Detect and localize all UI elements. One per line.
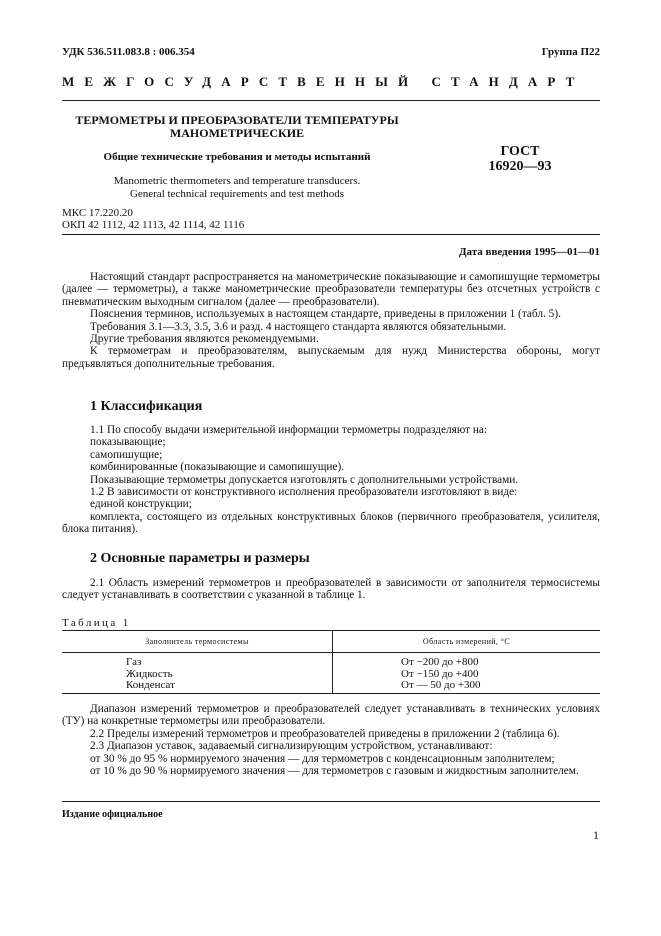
intro-paragraph: Другие требования являются рекомендуемыми. — [90, 333, 319, 346]
table-cell-range: От — 50 до +300 — [333, 680, 601, 693]
introduction-date: Дата введения 1995—01—01 — [458, 246, 600, 258]
section-2-paragraph: от 10 % до 90 % нормируемого значения — для термометров с газовым и жидкостным заполнителем. — [90, 765, 579, 778]
standard-subtitle: Общие технические требования и методы испытаний — [103, 151, 371, 163]
header-rule — [62, 100, 600, 101]
section-2-paragraph: 2.2 Пределы измерений термометров и преобразователей приведены в приложении 2 (таблица 6). — [90, 727, 560, 740]
intro-paragraph: Требования 3.1—3.3, 3.5, 3.6 и разд. 4 настоящего стандарта являются обязательными. — [90, 320, 507, 333]
section-1-line: единой конструкции; — [90, 498, 192, 511]
group-code: Группа П22 — [541, 46, 600, 58]
intro-text — [62, 271, 600, 370]
section-1-line: комбинированные (показывающие и самопишущие). — [90, 461, 345, 474]
table-header-filler: Заполнитель термосистемы — [62, 631, 333, 653]
page-number: 1 — [593, 828, 599, 842]
official-edition-label: Издание официальное — [62, 809, 163, 820]
section-1-line: комплекта, состоящего из отдельных конструктивных блоков (первичного преобразователя, усилителя, блока питания). — [62, 510, 600, 536]
gost-designation — [450, 144, 590, 174]
table-row — [62, 680, 600, 693]
title-rule — [62, 234, 600, 235]
gost-label: ГОСТ — [500, 144, 540, 159]
table-cell-range: От −200 до +800 — [333, 653, 601, 669]
table-cell-range: От −150 до +400 — [333, 669, 601, 681]
table-1-caption: Таблица 1 — [62, 617, 131, 629]
footer-rule — [62, 801, 600, 802]
title-line-1: ТЕРМОМЕТРЫ И ПРЕОБРАЗОВАТЕЛИ ТЕМПЕРАТУРЫ — [75, 113, 399, 127]
standard-title — [62, 114, 412, 139]
english-title-line-2: General technical requirements and test methods — [129, 187, 345, 200]
section-2-paragraph: от 30 % до 95 % нормируемого значения — для термометров с конденсационным заполнителем; — [90, 752, 555, 765]
intro-paragraph: Настоящий стандарт распространяется на манометрические показывающие и самопишущие термометры (далее — термометры), а также манометрические преобразователи температуры без отсчетных устройств с пневматическим выходным сигналом (далее — преобразователи). — [62, 271, 600, 308]
section-1-line: 1.2 В зависимости от конструктивного исполнения преобразователи изготовляют в виде: — [90, 486, 518, 499]
english-title — [62, 175, 412, 200]
table-cell-filler: Жидкость — [126, 667, 173, 680]
section-1-line: 1.1 По способу выдачи измерительной информации термометры подразделяют на: — [90, 424, 488, 436]
section-2-paragraph: Диапазон измерений термометров и преобразователей следует устанавливать в технических условиях (ТУ) на конкретные термометры или преобразователи. — [62, 703, 600, 728]
section-1-line: Показывающие термометры допускается изготовлять с дополнительными устройствами. — [90, 473, 519, 486]
gost-number: 16920—93 — [488, 159, 552, 174]
table-row — [62, 653, 600, 669]
section-1-line: самопишущие; — [90, 448, 163, 461]
title-line-2: МАНОМЕТРИЧЕСКИЕ — [169, 125, 305, 140]
classification-codes — [62, 208, 244, 231]
table-header-row — [62, 631, 600, 653]
table-header-range: Область измерений, °С — [333, 631, 601, 653]
section-1-line: показывающие; — [90, 436, 166, 449]
section-2-text — [62, 703, 600, 777]
table-cell-filler: Конденсат — [62, 680, 333, 693]
section-1-text — [62, 424, 600, 536]
section-2-heading: 2 Основные параметры и размеры — [90, 551, 310, 566]
section-2-intro — [62, 577, 600, 602]
table-1 — [62, 630, 600, 694]
english-title-line-1: Manometric thermometers and temperature transducers. — [113, 175, 361, 187]
mks-code: МКС 17.220.20 — [62, 207, 133, 219]
section-2-paragraph: 2.3 Диапазон уставок, задаваемый сигнализирующим устройством, устанавливают: — [90, 740, 493, 753]
table-cell-filler: Газ — [126, 656, 142, 668]
interstate-standard-banner: МЕЖГОСУДАРСТВЕННЫЙ СТАНДАРТ — [62, 74, 585, 89]
okp-code: ОКП 42 1112, 42 1113, 42 1114, 42 1116 — [62, 218, 245, 231]
paragraph-2-1: 2.1 Область измерений термометров и преобразователей в зависимости от заполнителя термосистемы следует устанавливать в соответствии с указанной в таблице 1. — [62, 577, 600, 602]
intro-paragraph: Пояснения терминов, используемых в настоящем стандарте, приведены в приложении 1 (табл. 5). — [90, 308, 561, 321]
section-1-heading: 1 Классификация — [90, 399, 203, 414]
udk-code: УДК 536.511.083.8 : 006.354 — [62, 46, 195, 58]
intro-paragraph: К термометрам и преобразователям, выпускаемым для нужд Министерства обороны, могут предъявляться дополнительные требования. — [62, 345, 600, 370]
